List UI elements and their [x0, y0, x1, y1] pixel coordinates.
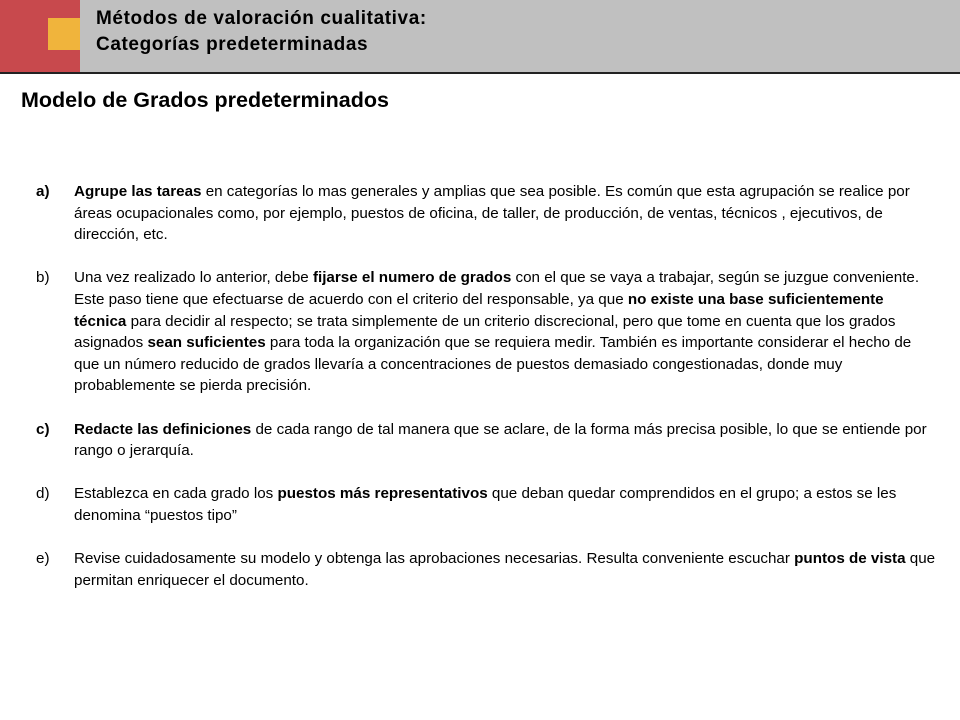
- body-text: en categorías lo mas generales y amplias que sea posible. Es común que esta agrupación se realice por áreas ocupacionales como, por ejemplo, puestos de oficina, de taller, de producción, de ventas, técnicos , ejecutivos, de dirección, etc.: [74, 183, 910, 244]
- body-text: para toda la organización que se requiera medir. También es importante considerar el hecho de que un número reducido de grados llevaría a concentraciones de puestos demasiado congestionadas, donde muy probablemente se pierda precisión.: [74, 334, 912, 395]
- body-text: Una vez realizado lo anterior, debe: [74, 269, 313, 287]
- header-title-line1: Métodos de valoración cualitativa:: [96, 8, 427, 29]
- header-accent-square: [48, 18, 80, 50]
- emphasis-text: Redacte las definiciones: [74, 420, 252, 438]
- body-text: que permitan enriquecer el documento.: [74, 550, 936, 589]
- body-text: de cada rango de tal manera que se aclare, de la forma más precisa posible, lo que se entiende por rango o jerarquía.: [74, 420, 927, 460]
- header-title-line2: Categorías predeterminadas: [96, 34, 369, 55]
- steps-list: [36, 181, 936, 613]
- emphasis-text: fijarse el numero de grados: [312, 269, 512, 287]
- list-item: [36, 483, 936, 526]
- emphasis-text: sean suficientes: [147, 334, 266, 352]
- header-divider: [0, 72, 960, 74]
- list-marker: b): [36, 269, 50, 287]
- list-item-text: [74, 485, 896, 524]
- list-item: [36, 548, 936, 591]
- body-text: que deban quedar comprendidos en el grupo; a estos se les denomina “puestos tipo”: [74, 485, 897, 524]
- emphasis-text: puntos de vista: [794, 550, 906, 568]
- list-marker: c): [36, 420, 50, 438]
- list-item-text: [74, 183, 910, 243]
- body-text: Establezca en cada grado los: [74, 485, 278, 503]
- header-title: [96, 6, 427, 58]
- list-item: [36, 419, 936, 462]
- list-item-text: [74, 269, 919, 394]
- body-text: para decidir al respecto; se trata simplemente de un criterio discrecional, pero que tome en cuenta que los grados asignados: [74, 312, 896, 352]
- slide-header: [0, 0, 960, 74]
- list-item: [36, 181, 936, 246]
- body-text: con el que se vaya a trabajar, según se juzgue conveniente. Este paso tiene que efectuarse de acuerdo con el criterio del responsable, ya que: [74, 269, 920, 308]
- emphasis-text: puestos más representativos: [277, 485, 488, 503]
- list-item-text: [74, 550, 935, 589]
- list-marker: a): [36, 183, 50, 200]
- emphasis-text: no existe una base suficientemente técnica: [74, 290, 884, 330]
- body-text: Revise cuidadosamente su modelo y obtenga las aprobaciones necesarias. Resulta conveniente escuchar: [74, 550, 795, 568]
- list-marker: e): [36, 550, 50, 568]
- page-title: Modelo de Grados predeterminados: [21, 88, 389, 112]
- emphasis-text: Agrupe las tareas: [74, 183, 202, 200]
- list-item-text: [74, 421, 927, 460]
- list-item: [36, 267, 936, 397]
- list-marker: d): [36, 485, 50, 503]
